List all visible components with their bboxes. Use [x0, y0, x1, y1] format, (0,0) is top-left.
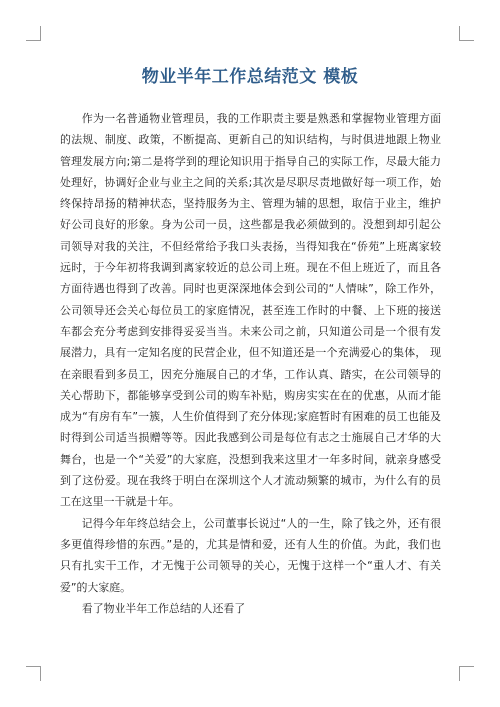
crop-mark-bottom-right — [459, 666, 474, 681]
document-body — [60, 108, 441, 619]
crop-mark-top-left — [26, 26, 41, 41]
paragraph-1: 作为一名普通物业管理员，我的工作职责主要是熟悉和掌握物业管理方面的法规、制度、政策，不断提高、更新自己的知识结构，与时俱进地跟上物业管理发展方向;第二是将学到的理论知识用于指导自己的实际工作，尽最大能力处理好，协调好企业与业主之间的关系;其次是尽职尽责地做好每一项工作，始终保持昂扬的精神状态，坚持服务为主、管理为辅的思想，取信于业主，维护好公司良好的形象。身为公司一员，这些都是我必须做到的。没想到却引起公司领导对我的关注，不但经常给予我口头表扬，当得知我在“侨苑”上班离家较远时，于今年初将我调到离家较近的总公司上班。现在不但上班近了，而且各方面待遇也得到了改善。同时也更深深地体会到公司的“人情味”，除工作外，公司领导还会关心每位员工的家庭情况，甚至连工作时的中餐、上下班的接送车都会充分考虑到安排得妥妥当当。未来公司之前，只知道公司是一个很有发展潜力，具有一定知名度的民营企业，但不知道还是一个充满爱心的集体， 现在亲眼看到多员工，因充分施展自己的才华，工作认真、踏实，在公司领导的关心帮助下，都能够享受到公司的购车补贴，购房实实在在的优惠，从而才能成为“有房有车”一簇，人生价值得到了充分体现;家庭暂时有困难的员工也能及时得到公司适当损赠等等。因此我感到公司是每位有志之士施展自己才华的大舞台，也是一个“关爱”的大家庭，没想到我来这里才一年多时间，就亲身感受到了这份爱。现在我终于明白在深圳这个人才流动频繁的城市，为什么有的员工在这里一干就是十年。 — [60, 112, 441, 509]
crop-mark-top-right — [459, 26, 474, 41]
paragraph-2: 记得今年年终总结会上，公司董事长说过“人的一生，除了钱之外，还有很多更值得珍惜的东西。”是的，尤其是情和爱，还有人生的价值。为此，我们也只有扎实干工作，才无愧于公司领导的关心，无愧于这样一个“重人才、有关爱”的大家庭。 — [60, 516, 441, 594]
document-title: 物业半年工作总结范文 模板 — [141, 67, 359, 87]
paragraph-3: 看了物业半年工作总结的人还看了 — [81, 601, 246, 615]
crop-mark-bottom-left — [26, 666, 41, 681]
